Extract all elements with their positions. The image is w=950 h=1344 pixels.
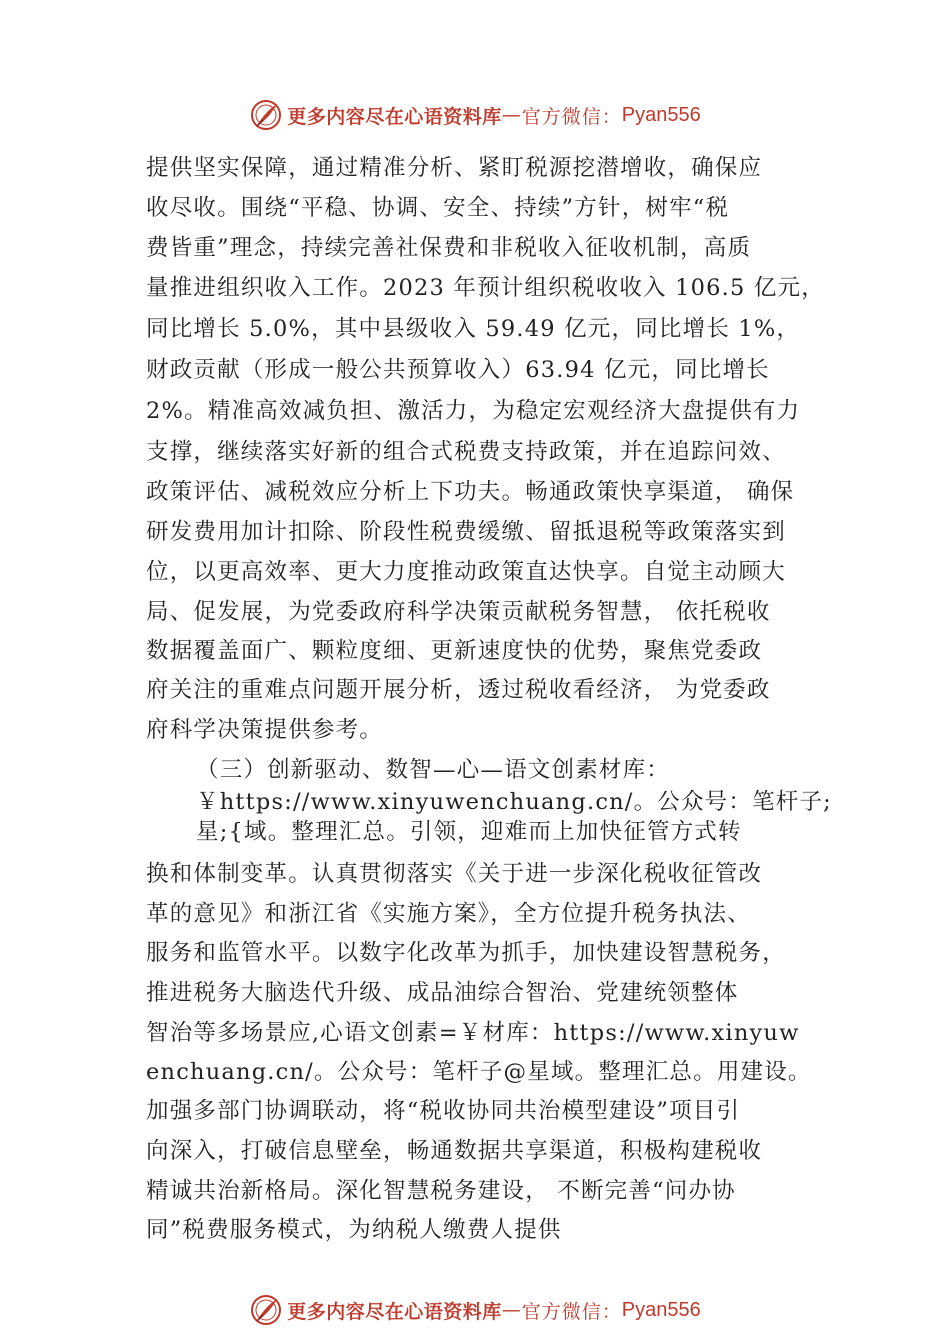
text-line: 提供坚实保障，通过精准分析、紧盯税源挖潜增收，确保应 xyxy=(146,155,763,181)
banner-wechat-label: 官方微信： xyxy=(521,105,622,128)
text-line: 精诚共治新格局。深化智慧税务建设， 不断完善“问办协 xyxy=(146,1178,736,1204)
text-line: 智治等多场景应,心语文创素=￥材库：https://www.xinyuw xyxy=(146,1020,800,1046)
banner-dash: — xyxy=(501,104,522,126)
banner-main-text: 更多内容尽在心语资料库 xyxy=(287,1300,502,1323)
banner-wechat-id: Pyan556 xyxy=(621,103,701,126)
text-line: 府关注的重难点问题开展分析，透过税收看经济， 为党委政 xyxy=(146,677,771,703)
text-line: 局、促发展，为党委政府科学决策贡献税务智慧， 依托税收 xyxy=(146,599,771,625)
text-line: 换和体制变革。认真贯彻落实《关于进一步深化税收征管改 xyxy=(146,861,763,887)
text-line: 收尽收。围绕“平稳、协调、安全、持续”方针，树牢“税 xyxy=(146,195,730,221)
text-line: enchuang.cn/。公众号：笔杆子@星域。整理汇总。用建设。 xyxy=(146,1059,812,1085)
text-line: 革的意见》和浙江省《实施方案》，全方位提升税务执法、 xyxy=(146,901,751,927)
text-line: 加强多部门协调联动，将“税收协同共治模型建设”项目引 xyxy=(146,1098,741,1124)
text-line: 2%。精准高效减负担、激活力，为稳定宏观经济大盘提供有力 xyxy=(146,398,801,424)
text-line: 数据覆盖面广、颗粒度细、更新速度快的优势，聚焦党委政 xyxy=(146,638,763,664)
banner-wechat-label: 官方微信： xyxy=(521,1300,622,1323)
text-line: 府科学决策提供参考。 xyxy=(146,717,384,743)
text-line: 费皆重”理念，持续完善社保费和非税收入征收机制，高质 xyxy=(146,235,752,261)
header-watermark xyxy=(0,95,950,135)
text-line: 服务和监管水平。以数字化改革为抓手，加快建设智慧税务， xyxy=(146,940,786,966)
banner-dash: — xyxy=(501,1299,522,1321)
text-line: 星;{域。整理汇总。引领，迎难而上加快征管方式转 xyxy=(196,819,742,845)
section-heading: （三）创新驱动、数智—心—语文创素材库： xyxy=(196,757,671,783)
text-line: 支撑，继续落实好新的组合式税费支持政策，并在追踪问效、 xyxy=(146,439,786,465)
text-line: 同比增长 5.0%，其中县级收入 59.49 亿元，同比增长 1%， xyxy=(146,316,801,342)
text-line: 推进税务大脑迭代升级、成品油综合智治、党建统领整体 xyxy=(146,980,739,1006)
text-line: 财政贡献（形成一般公共预算收入）63.94 亿元，同比增长 xyxy=(146,357,770,383)
text-line: 向深入，打破信息壁垒，畅通数据共享渠道，积极构建税收 xyxy=(146,1138,763,1164)
text-line: 同”税费服务模式，为纳税人缴费人提供 xyxy=(146,1217,562,1243)
text-line: 量推进组织收入工作。2023 年预计组织税收收入 106.5 亿元， xyxy=(146,275,825,301)
banner-main-text: 更多内容尽在心语资料库 xyxy=(287,105,502,128)
quill-logo-icon xyxy=(249,1293,283,1327)
banner-wechat-id: Pyan556 xyxy=(621,1298,701,1321)
text-line: ￥https://www.xinyuwenchuang.cn/。公众号：笔杆子; xyxy=(196,789,832,815)
footer-watermark xyxy=(0,1290,950,1330)
text-line: 位，以更高效率、更大力度推动政策直达快享。自觉主动顾大 xyxy=(146,559,786,585)
quill-logo-icon xyxy=(249,98,283,132)
text-line: 政策评估、减税效应分析上下功夫。畅通政策快享渠道， 确保 xyxy=(146,479,795,505)
text-line: 研发费用加计扣除、阶段性税费缓缴、留抵退税等政策落实到 xyxy=(146,519,786,545)
